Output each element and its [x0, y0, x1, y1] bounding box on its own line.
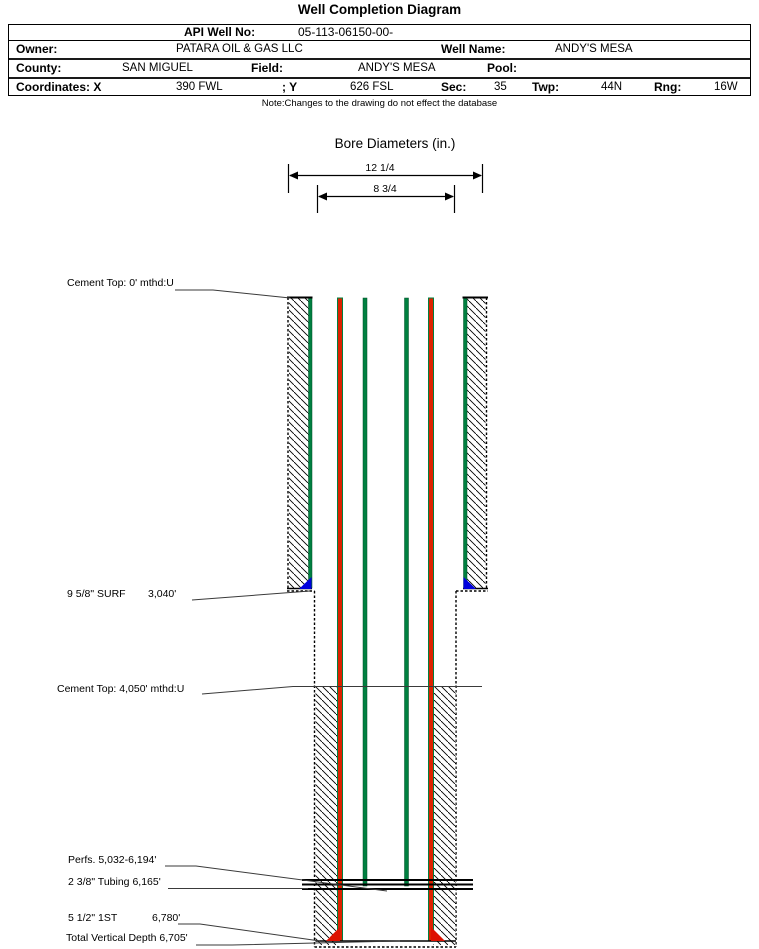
tubing-label: 2 3/8" Tubing 6,165': [68, 876, 161, 888]
perfs-label: Perfs. 5,032-6,194': [68, 854, 157, 866]
outer-bore-arrowhead-left: [289, 172, 298, 180]
surface-casing-left: [309, 298, 313, 589]
api-well-no-value: 05-113-06150-00-: [298, 25, 394, 39]
surface-casing-label: 9 5/8" SURF: [67, 588, 126, 600]
inner-bore-dimension-label: 8 3/4: [373, 183, 397, 195]
pool-label: Pool:: [487, 61, 517, 75]
production-casing-label: 5 1/2" 1ST: [68, 912, 118, 924]
owner-value: PATARA OIL & GAS LLC: [176, 43, 303, 55]
outer-bore-arrowhead-right: [473, 172, 482, 180]
database-note: Note:Changes to the drawing do not effect the database: [261, 98, 498, 109]
production-cement-left: [316, 687, 338, 945]
page-title: Well Completion Diagram: [297, 2, 462, 17]
surface-cement-left: [289, 298, 311, 589]
township-label: Twp:: [532, 80, 560, 94]
cement-top-surface-leader: [175, 290, 290, 298]
total-vertical-depth-label: Total Vertical Depth 6,705': [66, 932, 188, 944]
inner-bore-arrowhead-left: [318, 193, 327, 201]
range-label: Rng:: [654, 80, 682, 94]
well-name-label: Well Name:: [441, 42, 506, 56]
outer-bore-dimension-label: 12 1/4: [365, 162, 395, 174]
surface-casing-depth: 3,040': [148, 588, 177, 600]
production-cement-right: [434, 687, 456, 945]
total-vertical-depth-leader: [196, 941, 400, 945]
production-casing-leader: [178, 924, 320, 941]
cement-top-production-label: Cement Top: 4,050' mthd:U: [57, 683, 185, 695]
coordinates-y-label: ; Y: [282, 80, 298, 94]
bore-diameters-title: Bore Diameters (in.): [334, 136, 456, 151]
field-label: Field:: [251, 61, 283, 75]
section-value: 35: [494, 81, 507, 93]
inner-bore-arrowhead-right: [445, 193, 454, 201]
coordinates-label: Coordinates: X: [16, 80, 102, 94]
production-casing-right: [429, 298, 434, 941]
county-label: County:: [16, 61, 62, 75]
county-value: SAN MIGUEL: [122, 62, 193, 74]
production-casing-left: [338, 298, 343, 941]
section-label: Sec:: [441, 80, 467, 94]
coordinates-x-value: 390 FWL: [176, 81, 223, 93]
coordinates-y-value: 626 FSL: [350, 81, 394, 93]
production-casing-depth: 6,780': [152, 912, 181, 924]
cement-top-surface-label: Cement Top: 0' mthd:U: [67, 277, 174, 289]
owner-label: Owner:: [16, 42, 58, 56]
tubing-right: [405, 298, 409, 886]
surface-casing-right: [464, 298, 468, 589]
api-well-no-label: API Well No:: [184, 25, 256, 39]
well-name-value: ANDY'S MESA: [555, 43, 633, 55]
tubing-left: [363, 298, 367, 886]
surface-casing-leader: [192, 591, 310, 600]
perfs-leader: [165, 866, 387, 891]
field-value: ANDY'S MESA: [358, 62, 436, 74]
township-value: 44N: [601, 81, 623, 93]
range-value: 16W: [714, 81, 738, 93]
